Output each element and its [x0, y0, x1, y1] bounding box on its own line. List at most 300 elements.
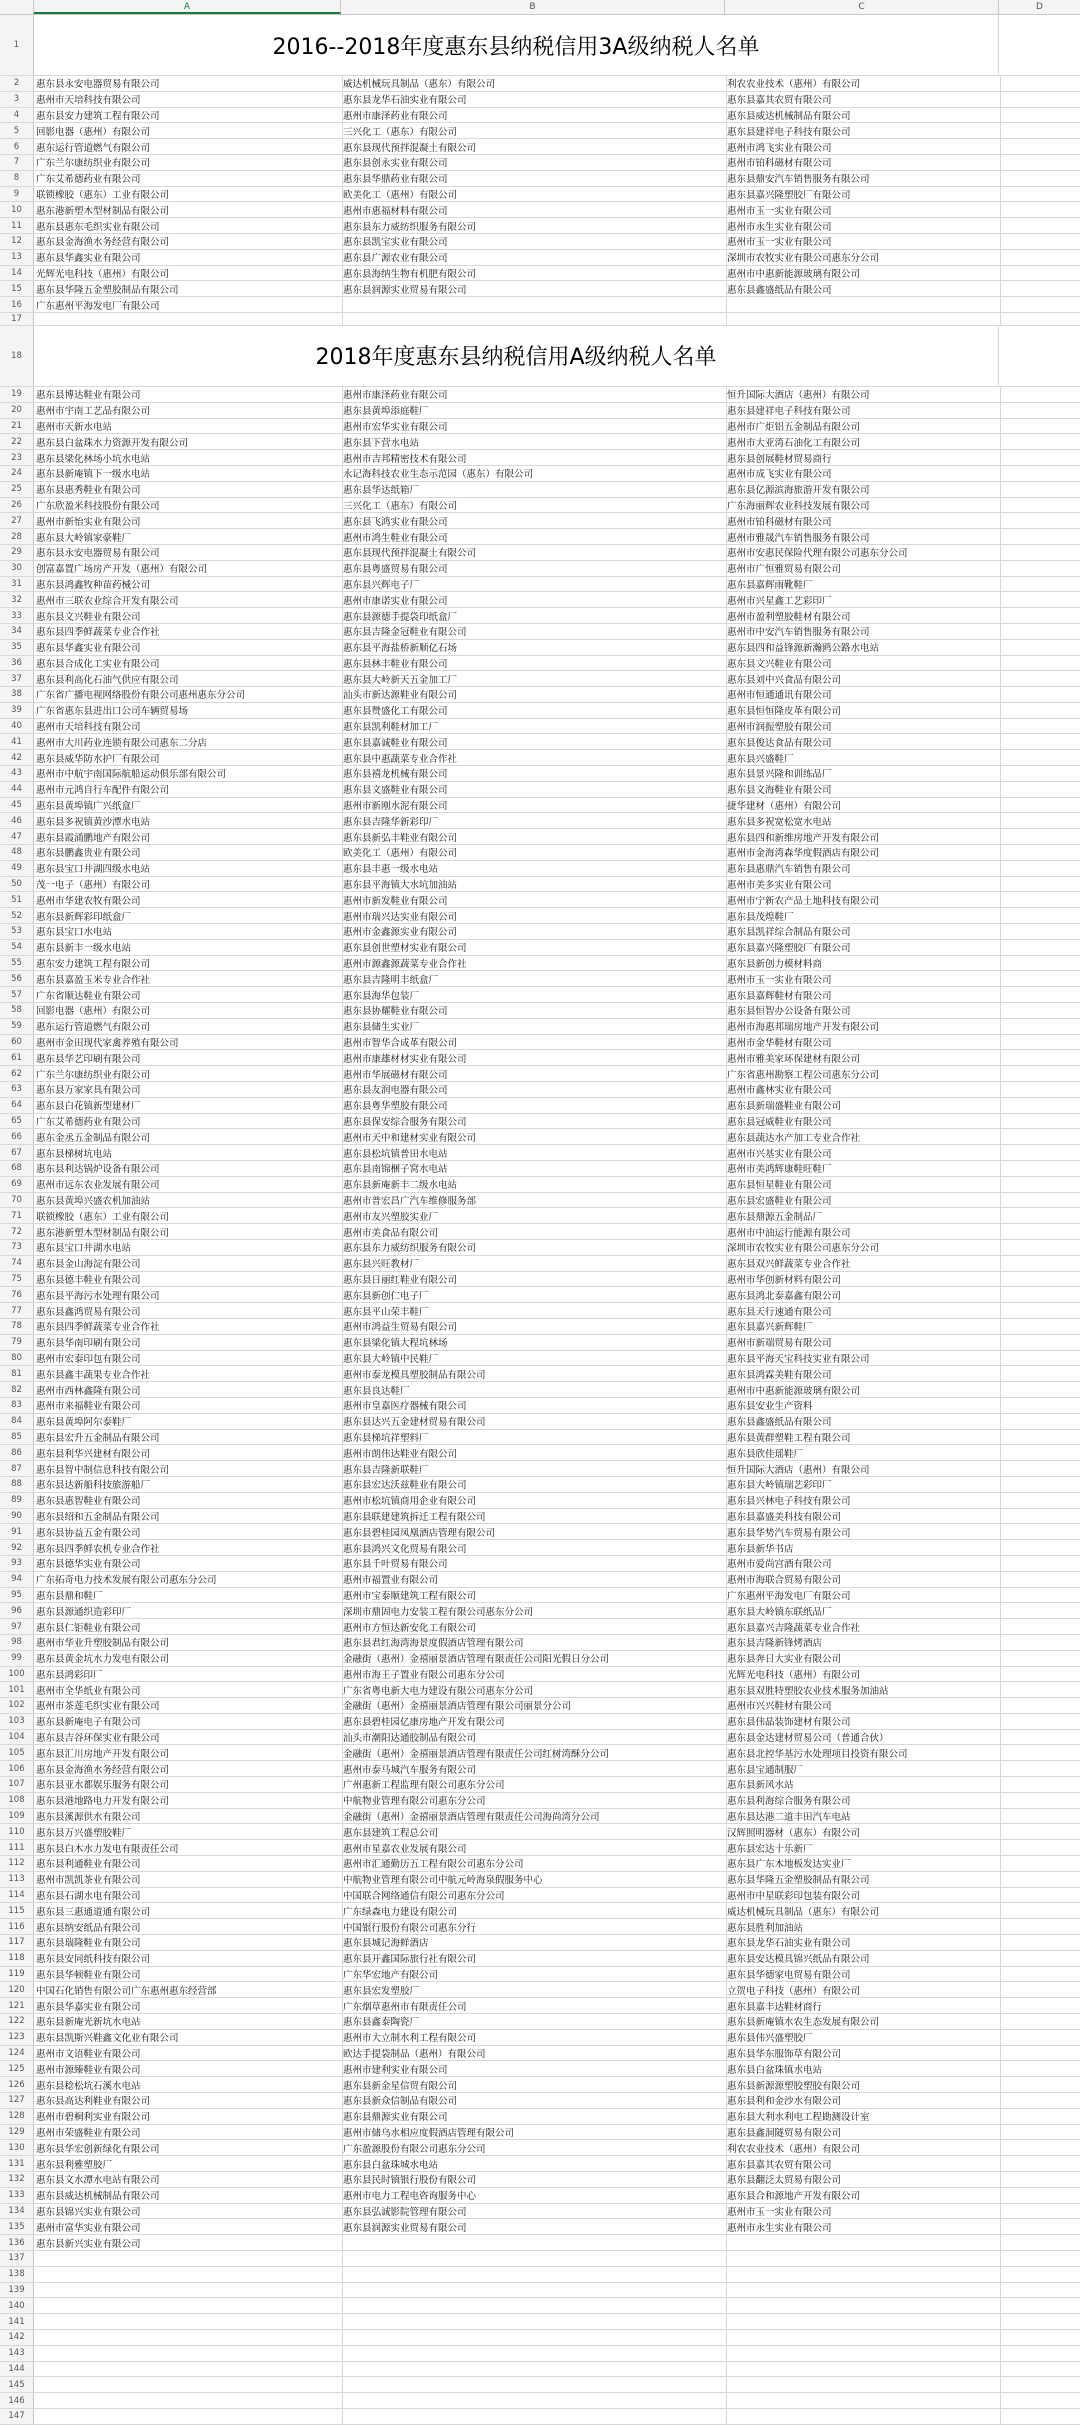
row-number[interactable]: 43	[0, 766, 34, 781]
row-number[interactable]: 129	[0, 2125, 34, 2140]
row-number[interactable]: 32	[0, 592, 34, 607]
row-number[interactable]: 108	[0, 1793, 34, 1808]
cell-a[interactable]: 惠州市远东农业发展有限公司	[34, 1177, 343, 1192]
cell-a[interactable]: 惠东县宝口水电站	[34, 924, 343, 939]
row-number[interactable]: 136	[0, 2235, 34, 2250]
cell-c[interactable]	[725, 2393, 1001, 2408]
cell-b[interactable]: 惠东县黄埠添庭鞋厂	[341, 403, 727, 418]
cell-b[interactable]: 惠州市康泽药业有限公司	[341, 108, 727, 123]
cell-a[interactable]	[34, 2362, 343, 2377]
cell-b[interactable]: 惠东县粤盛贸易有限公司	[341, 561, 727, 576]
cell-c[interactable]: 惠东县达港二道丰田汽车电站	[725, 1809, 1001, 1824]
cell-c[interactable]: 惠东县蔬达水产加工专业合作社	[725, 1129, 1001, 1144]
cell-d[interactable]	[999, 2330, 1080, 2345]
row-number[interactable]: 69	[0, 1177, 34, 1192]
cell-d[interactable]	[999, 1856, 1080, 1871]
cell-a[interactable]: 惠东县黄埠阿尔泰鞋厂	[34, 1414, 343, 1429]
row-number[interactable]: 58	[0, 1003, 34, 1018]
row-number[interactable]: 10	[0, 202, 34, 217]
cell-d[interactable]	[999, 1477, 1080, 1492]
cell-d[interactable]	[999, 1066, 1080, 1081]
cell-b[interactable]: 惠东县协耀鞋业有限公司	[341, 1003, 727, 1018]
row-number[interactable]: 141	[0, 2314, 34, 2329]
cell-c[interactable]: 惠东县宏盛鞋业有限公司	[725, 1193, 1001, 1208]
cell-a[interactable]: 惠东县合成化工实业有限公司	[34, 656, 343, 671]
cell-c[interactable]: 惠东县奔日大实业有限公司	[725, 1651, 1001, 1666]
cell-b[interactable]: 惠东县宏发塑胶厂	[341, 1982, 727, 1997]
cell-d[interactable]	[999, 2077, 1080, 2092]
cell-b[interactable]: 惠东县松坑镇普田水电站	[341, 1145, 727, 1160]
cell-a[interactable]: 惠东县达新船科技旅游船厂	[34, 1477, 343, 1492]
cell-d[interactable]	[999, 313, 1080, 325]
cell-b[interactable]	[341, 313, 727, 325]
cell-a[interactable]: 惠东县新丰一级水电站	[34, 940, 343, 955]
cell-d[interactable]	[999, 2235, 1080, 2250]
cell-c[interactable]: 惠东县双兴鲜蔬菜专业合作社	[725, 1256, 1001, 1271]
cell-a[interactable]: 惠东县平海污水处理有限公司	[34, 1287, 343, 1302]
cell-c[interactable]: 惠东县金达建材贸易公司（普通合伙）	[725, 1730, 1001, 1745]
cell-a[interactable]: 惠东县华艺印刷有限公司	[34, 1050, 343, 1065]
cell-b[interactable]: 惠东县兴辉电子厂	[341, 577, 727, 592]
sheet-title[interactable]: 2018年度惠东县纳税信用A级纳税人名单	[34, 326, 999, 386]
cell-c[interactable]: 惠东县俊达食品有限公司	[725, 734, 1001, 749]
cell-d[interactable]	[999, 2377, 1080, 2392]
row-number[interactable]: 12	[0, 234, 34, 249]
cell-b[interactable]: 惠东县新弘丰鞋业有限公司	[341, 829, 727, 844]
cell-b[interactable]: 惠东县平山荣丰鞋厂	[341, 1303, 727, 1318]
row-number[interactable]: 37	[0, 671, 34, 686]
row-number[interactable]: 93	[0, 1556, 34, 1571]
column-header-d[interactable]: D	[999, 0, 1080, 14]
row-number[interactable]: 23	[0, 450, 34, 465]
cell-a[interactable]	[34, 2283, 343, 2298]
cell-d[interactable]	[999, 187, 1080, 202]
cell-c[interactable]: 惠东县恒智办公设备有限公司	[725, 1003, 1001, 1018]
cell-d[interactable]	[999, 987, 1080, 1002]
row-number[interactable]: 63	[0, 1082, 34, 1097]
cell-d[interactable]	[999, 1903, 1080, 1918]
cell-c[interactable]: 惠州市鸿飞实业有限公司	[725, 139, 1001, 154]
cell-a[interactable]: 创富嘉置广场房产开发（惠州）有限公司	[34, 561, 343, 576]
cell-a[interactable]: 惠东县黄埠兴盛农机加油站	[34, 1193, 343, 1208]
row-number[interactable]: 66	[0, 1129, 34, 1144]
cell-b[interactable]: 中航物业管理有限公司中航元岭海泉假服务中心	[341, 1872, 727, 1887]
cell-d[interactable]	[999, 76, 1080, 91]
cell-c[interactable]: 惠州市润振塑胶有限公司	[725, 719, 1001, 734]
cell-d[interactable]	[999, 1982, 1080, 1997]
cell-a[interactable]: 广东惠州平海发电厂有限公司	[34, 297, 343, 312]
cell-c[interactable]: 惠州市兴基实业有限公司	[725, 1145, 1001, 1160]
cell-d[interactable]	[999, 1540, 1080, 1555]
cell-c[interactable]: 利农农业技术（惠州）有限公司	[725, 2140, 1001, 2155]
row-number[interactable]: 139	[0, 2283, 34, 2298]
cell-d[interactable]	[999, 1398, 1080, 1413]
cell-a[interactable]: 惠东县梯树坑电站	[34, 1145, 343, 1160]
row-number[interactable]: 81	[0, 1366, 34, 1381]
cell-b[interactable]: 广东绿森电力建设有限公司	[341, 1903, 727, 1918]
cell-a[interactable]: 广东省惠东县进出口公司车辆贸易场	[34, 703, 343, 718]
row-number[interactable]: 106	[0, 1761, 34, 1776]
cell-c[interactable]: 惠东县嘉其农贸有限公司	[725, 92, 1001, 107]
cell-a[interactable]: 惠东县溪源供水有限公司	[34, 1809, 343, 1824]
cell-d[interactable]	[999, 1161, 1080, 1176]
row-number[interactable]: 18	[0, 326, 34, 386]
cell-d[interactable]	[999, 482, 1080, 497]
cell-d[interactable]	[999, 1967, 1080, 1982]
cell-c[interactable]: 惠东县华势汽车贸易有限公司	[725, 1524, 1001, 1539]
row-number[interactable]: 48	[0, 845, 34, 860]
cell-d[interactable]	[999, 2204, 1080, 2219]
cell-c[interactable]: 惠东县鸿北泰嘉鑫有限公司	[725, 1287, 1001, 1302]
cell-b[interactable]: 广州惠新工程监理有限公司惠东分公司	[341, 1777, 727, 1792]
cell-b[interactable]: 惠东县友润电器有限公司	[341, 1082, 727, 1097]
cell-c[interactable]: 惠州市玉一实业有限公司	[725, 2204, 1001, 2219]
cell-c[interactable]: 惠东县龙华石油实业有限公司	[725, 1935, 1001, 1950]
row-number[interactable]: 21	[0, 419, 34, 434]
cell-d[interactable]	[999, 387, 1080, 402]
row-number[interactable]: 22	[0, 434, 34, 449]
cell-b[interactable]: 惠州市电力工程电咨询服务中心	[341, 2188, 727, 2203]
cell-a[interactable]: 惠州市西林鑫隆有限公司	[34, 1382, 343, 1397]
cell-d[interactable]	[999, 561, 1080, 576]
cell-a[interactable]: 惠东县四季鲜蔬菜专业合作社	[34, 1319, 343, 1334]
cell-a[interactable]: 惠东县利通鞋业有限公司	[34, 1856, 343, 1871]
cell-c[interactable]: 惠东县恒星鞋业有限公司	[725, 1177, 1001, 1192]
cell-b[interactable]: 惠州市松坑镇商用企业有限公司	[341, 1493, 727, 1508]
cell-a[interactable]: 惠东县纳安纸品有限公司	[34, 1919, 343, 1934]
cell-a[interactable]: 惠东县金海渔水务经营有限公司	[34, 234, 343, 249]
cell-b[interactable]: 惠东县弘诚影院管理有限公司	[341, 2204, 727, 2219]
cell-c[interactable]: 惠州市金华鞋材有限公司	[725, 1035, 1001, 1050]
cell-c[interactable]	[725, 2362, 1001, 2377]
cell-a[interactable]: 惠东县鸿彩印厂	[34, 1667, 343, 1682]
row-number[interactable]: 49	[0, 861, 34, 876]
cell-b[interactable]: 广东盈源股份有限公司惠东分公司	[341, 2140, 727, 2155]
sheet-title[interactable]: 2016--2018年度惠东县纳税信用3A级纳税人名单	[34, 15, 999, 75]
cell-c[interactable]: 惠东县嘉兴新辉鞋厂	[725, 1319, 1001, 1334]
cell-a[interactable]: 惠东县博达鞋业有限公司	[34, 387, 343, 402]
cell-b[interactable]: 惠州市宏华实业有限公司	[341, 419, 727, 434]
cell-a[interactable]: 惠东金丞五金制品有限公司	[34, 1129, 343, 1144]
cell-a[interactable]: 惠东县金海渔水务经营有限公司	[34, 1761, 343, 1776]
cell-b[interactable]: 惠东县东力威纺织服务有限公司	[341, 218, 727, 233]
cell-d[interactable]	[999, 1193, 1080, 1208]
cell-a[interactable]: 回影电器（惠州）有限公司	[34, 1003, 343, 1018]
cell-a[interactable]: 惠东县凯斯兴鞋鑫文化业有限公司	[34, 2030, 343, 2045]
row-number[interactable]: 145	[0, 2377, 34, 2392]
cell-c[interactable]: 惠州市永生实业有限公司	[725, 218, 1001, 233]
cell-a[interactable]: 惠东县金山海淀有限公司	[34, 1256, 343, 1271]
cell-c[interactable]	[725, 2377, 1001, 2392]
cell-a[interactable]: 惠东县惠智鞋业有限公司	[34, 1493, 343, 1508]
row-number[interactable]: 114	[0, 1888, 34, 1903]
cell-b[interactable]: 惠东县现代预拌混凝土有限公司	[341, 139, 727, 154]
cell-d[interactable]	[999, 326, 1080, 386]
cell-b[interactable]: 惠东县达兴五金建材贸易有限公司	[341, 1414, 727, 1429]
row-number[interactable]: 31	[0, 577, 34, 592]
cell-b[interactable]: 惠州市泰龙模具塑胶制品有限公司	[341, 1366, 727, 1381]
cell-b[interactable]	[341, 2362, 727, 2377]
cell-c[interactable]: 惠州市玉一实业有限公司	[725, 202, 1001, 217]
cell-b[interactable]: 汕头市新达源鞋业有限公司	[341, 687, 727, 702]
cell-c[interactable]: 惠东县鑫洞隧贸易有限公司	[725, 2125, 1001, 2140]
cell-c[interactable]: 惠州市宁新农产品土地科技有限公司	[725, 892, 1001, 907]
cell-b[interactable]: 惠州市皇嘉医疗器械有限公司	[341, 1398, 727, 1413]
cell-c[interactable]: 惠州市盈利塑胶鞋材有限公司	[725, 608, 1001, 623]
cell-d[interactable]	[999, 624, 1080, 639]
cell-a[interactable]: 联锁橡胶（惠东）工业有限公司	[34, 187, 343, 202]
cell-d[interactable]	[999, 782, 1080, 797]
cell-c[interactable]	[725, 297, 1001, 312]
cell-d[interactable]	[999, 608, 1080, 623]
cell-d[interactable]	[999, 656, 1080, 671]
cell-b[interactable]: 惠东县新金星信贸有限公司	[341, 2077, 727, 2092]
cell-b[interactable]: 惠州市金鑫源实业有限公司	[341, 924, 727, 939]
cell-a[interactable]: 惠东县宏升五金制品有限公司	[34, 1430, 343, 1445]
cell-d[interactable]	[999, 750, 1080, 765]
cell-a[interactable]: 惠东县白花镇新型建材厂	[34, 1098, 343, 1113]
cell-d[interactable]	[999, 1588, 1080, 1603]
cell-d[interactable]	[999, 266, 1080, 281]
row-number[interactable]: 71	[0, 1208, 34, 1223]
cell-c[interactable]: 利农农业技术（惠州）有限公司	[725, 76, 1001, 91]
cell-a[interactable]: 惠东运行管道燃气有限公司	[34, 1019, 343, 1034]
cell-c[interactable]: 惠东县利海综合服务有限公司	[725, 1793, 1001, 1808]
cell-c[interactable]: 惠东县胜利加油站	[725, 1919, 1001, 1934]
cell-b[interactable]: 惠东县日丽红鞋业有限公司	[341, 1272, 727, 1287]
cell-b[interactable]: 惠州市储乌水相应度假酒店管理有限公司	[341, 2125, 727, 2140]
cell-a[interactable]	[34, 2251, 343, 2266]
cell-c[interactable]: 广东海丽辉农业科技发展有限公司	[725, 498, 1001, 513]
cell-a[interactable]: 惠东县三惠通道通有限公司	[34, 1903, 343, 1918]
cell-c[interactable]: 捷华建材（惠州）有限公司	[725, 798, 1001, 813]
cell-c[interactable]: 惠东县嘉辉雨靴鞋厂	[725, 577, 1001, 592]
cell-c[interactable]: 惠东县大利水利电工程勘测设计室	[725, 2109, 1001, 2124]
cell-b[interactable]: 惠东县君红海湾海景度假酒店管理有限公司	[341, 1635, 727, 1650]
row-number[interactable]: 111	[0, 1840, 34, 1855]
cell-a[interactable]: 惠东县亚水都娱乐服务有限公司	[34, 1777, 343, 1792]
row-number[interactable]: 30	[0, 561, 34, 576]
row-number[interactable]: 116	[0, 1919, 34, 1934]
row-number[interactable]: 53	[0, 924, 34, 939]
cell-a[interactable]: 惠州市荣盛鞋业有限公司	[34, 2125, 343, 2140]
cell-d[interactable]	[999, 1951, 1080, 1966]
cell-b[interactable]: 惠州市康雄材材实业有限公司	[341, 1050, 727, 1065]
cell-b[interactable]: 惠州市吉邦精密技术有限公司	[341, 450, 727, 465]
cell-a[interactable]: 惠东县嘉盈玉米专业合作社	[34, 971, 343, 986]
cell-b[interactable]: 惠州市海王子置业有限公司惠东分公司	[341, 1667, 727, 1682]
row-number[interactable]: 133	[0, 2188, 34, 2203]
row-number[interactable]: 62	[0, 1066, 34, 1081]
cell-a[interactable]: 惠东运行管道燃气有限公司	[34, 139, 343, 154]
cell-c[interactable]: 惠东县伟兴盛塑胶厂	[725, 2030, 1001, 2045]
cell-c[interactable]: 惠州市玉一实业有限公司	[725, 234, 1001, 249]
row-number[interactable]: 83	[0, 1398, 34, 1413]
cell-d[interactable]	[999, 1035, 1080, 1050]
cell-d[interactable]	[999, 1667, 1080, 1682]
row-number[interactable]: 45	[0, 798, 34, 813]
cell-b[interactable]: 惠东县现代预拌混凝土有限公司	[341, 545, 727, 560]
cell-b[interactable]: 惠东县鸿兴文化贸易有限公司	[341, 1540, 727, 1555]
row-number[interactable]: 52	[0, 908, 34, 923]
cell-c[interactable]: 惠东县新风水站	[725, 1777, 1001, 1792]
cell-d[interactable]	[999, 1635, 1080, 1650]
cell-a[interactable]: 惠州市全华纸业有限公司	[34, 1682, 343, 1697]
cell-a[interactable]: 惠东县瑞隆鞋业有限公司	[34, 1935, 343, 1950]
cell-a[interactable]: 广东省广播电视网络股份有限公司惠州惠东分公司	[34, 687, 343, 702]
cell-b[interactable]: 中国银行股份有限公司惠东分行	[341, 1919, 727, 1934]
cell-d[interactable]	[999, 498, 1080, 513]
cell-a[interactable]: 惠州市宇南工艺品有限公司	[34, 403, 343, 418]
cell-c[interactable]	[725, 2251, 1001, 2266]
cell-a[interactable]: 惠东县德华实业有限公司	[34, 1556, 343, 1571]
cell-d[interactable]	[999, 1050, 1080, 1065]
cell-b[interactable]: 惠东县凯宝实业有限公司	[341, 234, 727, 249]
row-number[interactable]: 99	[0, 1651, 34, 1666]
row-number[interactable]: 75	[0, 1272, 34, 1287]
cell-a[interactable]: 惠州市大川药业连锁有限公司惠东二分店	[34, 734, 343, 749]
cell-b[interactable]: 威达机械玩具制品（惠东）有限公司	[341, 76, 727, 91]
cell-d[interactable]	[999, 1651, 1080, 1666]
column-header-a[interactable]: A	[34, 0, 341, 14]
cell-d[interactable]	[999, 892, 1080, 907]
cell-d[interactable]	[999, 1382, 1080, 1397]
cell-a[interactable]: 光辉光电科技（惠州）有限公司	[34, 266, 343, 281]
cell-a[interactable]: 广东欣盈米科技股份有限公司	[34, 498, 343, 513]
cell-d[interactable]	[999, 1698, 1080, 1713]
row-number[interactable]: 38	[0, 687, 34, 702]
cell-c[interactable]: 惠东县宝通制服厂	[725, 1761, 1001, 1776]
cell-d[interactable]	[999, 2109, 1080, 2124]
cell-d[interactable]	[999, 908, 1080, 923]
cell-d[interactable]	[999, 403, 1080, 418]
row-number[interactable]: 79	[0, 1335, 34, 1350]
cell-d[interactable]	[999, 2219, 1080, 2234]
column-header-c[interactable]: C	[725, 0, 999, 14]
row-number[interactable]: 56	[0, 971, 34, 986]
cell-c[interactable]: 惠东县嘉兴吉隆蔬菜专业合作社	[725, 1619, 1001, 1634]
cell-a[interactable]: 惠州市华业升塑胶制品有限公司	[34, 1635, 343, 1650]
cell-d[interactable]	[999, 813, 1080, 828]
cell-b[interactable]: 惠东县平海盐桥新顺亿石场	[341, 640, 727, 655]
cell-c[interactable]: 惠州市金海湾森华度假酒店有限公司	[725, 845, 1001, 860]
cell-a[interactable]: 广东兰尔康纺织业有限公司	[34, 1066, 343, 1081]
cell-d[interactable]	[999, 1272, 1080, 1287]
row-number[interactable]: 87	[0, 1461, 34, 1476]
cell-b[interactable]: 惠州市华展磁材有限公司	[341, 1066, 727, 1081]
cell-d[interactable]	[999, 1572, 1080, 1587]
cell-c[interactable]: 惠州市海联合贸易有限公司	[725, 1572, 1001, 1587]
cell-d[interactable]	[999, 2140, 1080, 2155]
cell-c[interactable]: 惠州市中惠新能源玻璃有限公司	[725, 266, 1001, 281]
row-number[interactable]: 47	[0, 829, 34, 844]
cell-b[interactable]	[341, 2298, 727, 2313]
cell-b[interactable]: 惠州市泰马城汽车服务有限公司	[341, 1761, 727, 1776]
cell-b[interactable]	[341, 2377, 727, 2392]
cell-c[interactable]	[725, 313, 1001, 325]
cell-c[interactable]: 惠东县新源源塑胶塑胶有限公司	[725, 2077, 1001, 2092]
cell-d[interactable]	[999, 1840, 1080, 1855]
row-number[interactable]: 112	[0, 1856, 34, 1871]
cell-d[interactable]	[999, 1809, 1080, 1824]
cell-d[interactable]	[999, 1224, 1080, 1239]
cell-b[interactable]: 惠州市天中和建材实业有限公司	[341, 1129, 727, 1144]
row-number[interactable]: 40	[0, 719, 34, 734]
cell-b[interactable]	[341, 2235, 727, 2250]
cell-a[interactable]: 惠州市新怡实业有限公司	[34, 513, 343, 528]
cell-d[interactable]	[999, 2409, 1080, 2424]
cell-b[interactable]: 惠东县创世塑材实业有限公司	[341, 940, 727, 955]
cell-b[interactable]	[341, 2314, 727, 2329]
cell-d[interactable]	[999, 1509, 1080, 1524]
cell-b[interactable]: 欧达手提袋制品（惠州）有限公司	[341, 2046, 727, 2061]
row-number[interactable]: 25	[0, 482, 34, 497]
cell-c[interactable]: 惠东县多祝宽松宽水电站	[725, 813, 1001, 828]
row-number[interactable]: 88	[0, 1477, 34, 1492]
row-number[interactable]: 130	[0, 2140, 34, 2155]
cell-a[interactable]	[34, 313, 343, 325]
cell-a[interactable]: 惠东县惠东毛织实业有限公司	[34, 218, 343, 233]
cell-a[interactable]: 惠州市中航宇南国际航船运动俱乐部有限公司	[34, 766, 343, 781]
cell-b[interactable]: 三兴化工（惠东）有限公司	[341, 123, 727, 138]
row-number[interactable]: 24	[0, 466, 34, 481]
cell-d[interactable]	[999, 250, 1080, 265]
cell-d[interactable]	[999, 1430, 1080, 1445]
cell-b[interactable]: 惠州市汇通勤历五工程有限公司惠东分公司	[341, 1856, 727, 1871]
cell-b[interactable]: 惠东县联建建筑拆迁工程有限公司	[341, 1509, 727, 1524]
cell-b[interactable]: 广东烟草惠州市有限责任公司	[341, 1998, 727, 2013]
cell-c[interactable]	[725, 2283, 1001, 2298]
row-number[interactable]: 85	[0, 1430, 34, 1445]
cell-b[interactable]: 惠东县华达纸箱厂	[341, 482, 727, 497]
cell-c[interactable]: 惠州市玉一实业有限公司	[725, 971, 1001, 986]
row-number[interactable]: 122	[0, 2014, 34, 2029]
cell-c[interactable]: 惠东县黄群塑鞋工程有限公司	[725, 1430, 1001, 1445]
cell-d[interactable]	[999, 2362, 1080, 2377]
cell-d[interactable]	[999, 1682, 1080, 1697]
row-number[interactable]: 6	[0, 139, 34, 154]
cell-a[interactable]: 惠东县华宏创新绿化有限公司	[34, 2140, 343, 2155]
cell-b[interactable]: 惠州市大立制水利工程有限公司	[341, 2030, 727, 2045]
row-number[interactable]: 35	[0, 640, 34, 655]
cell-b[interactable]	[341, 2346, 727, 2361]
column-header-b[interactable]: B	[341, 0, 725, 14]
row-number[interactable]: 51	[0, 892, 34, 907]
cell-c[interactable]: 惠东县嘉辉鞋材有限公司	[725, 987, 1001, 1002]
cell-c[interactable]: 惠东县新瑞盛鞋业有限公司	[725, 1098, 1001, 1113]
cell-a[interactable]: 惠东县霞涌鹏地产有限公司	[34, 829, 343, 844]
cell-a[interactable]: 惠东县利雅塑胶厂	[34, 2156, 343, 2171]
cell-c[interactable]: 惠州市安惠民保险代理有限公司惠东分公司	[725, 545, 1001, 560]
cell-a[interactable]: 惠东县白盆珠水力资源开发有限公司	[34, 434, 343, 449]
cell-b[interactable]: 中国联合网络通信有限公司惠东分公司	[341, 1888, 727, 1903]
cell-c[interactable]: 惠东县伟晶装饰建材有限公司	[725, 1714, 1001, 1729]
cell-d[interactable]	[999, 2298, 1080, 2313]
cell-b[interactable]: 中航物业管理有限公司惠东分公司	[341, 1793, 727, 1808]
cell-d[interactable]	[999, 1777, 1080, 1792]
cell-a[interactable]: 惠州市富华实业有限公司	[34, 2219, 343, 2234]
row-number[interactable]: 26	[0, 498, 34, 513]
cell-b[interactable]: 惠东县创永实业有限公司	[341, 155, 727, 170]
cell-c[interactable]: 惠东县文兴鞋业有限公司	[725, 656, 1001, 671]
cell-a[interactable]: 惠东县文水潭水电站有限公司	[34, 2172, 343, 2187]
row-number[interactable]: 124	[0, 2046, 34, 2061]
cell-d[interactable]	[999, 940, 1080, 955]
cell-c[interactable]: 惠东县嘉丰达鞋材商行	[725, 1998, 1001, 2013]
row-number[interactable]: 73	[0, 1240, 34, 1255]
row-number[interactable]: 142	[0, 2330, 34, 2345]
cell-c[interactable]: 惠东县鑫盛纸品有限公司	[725, 281, 1001, 296]
